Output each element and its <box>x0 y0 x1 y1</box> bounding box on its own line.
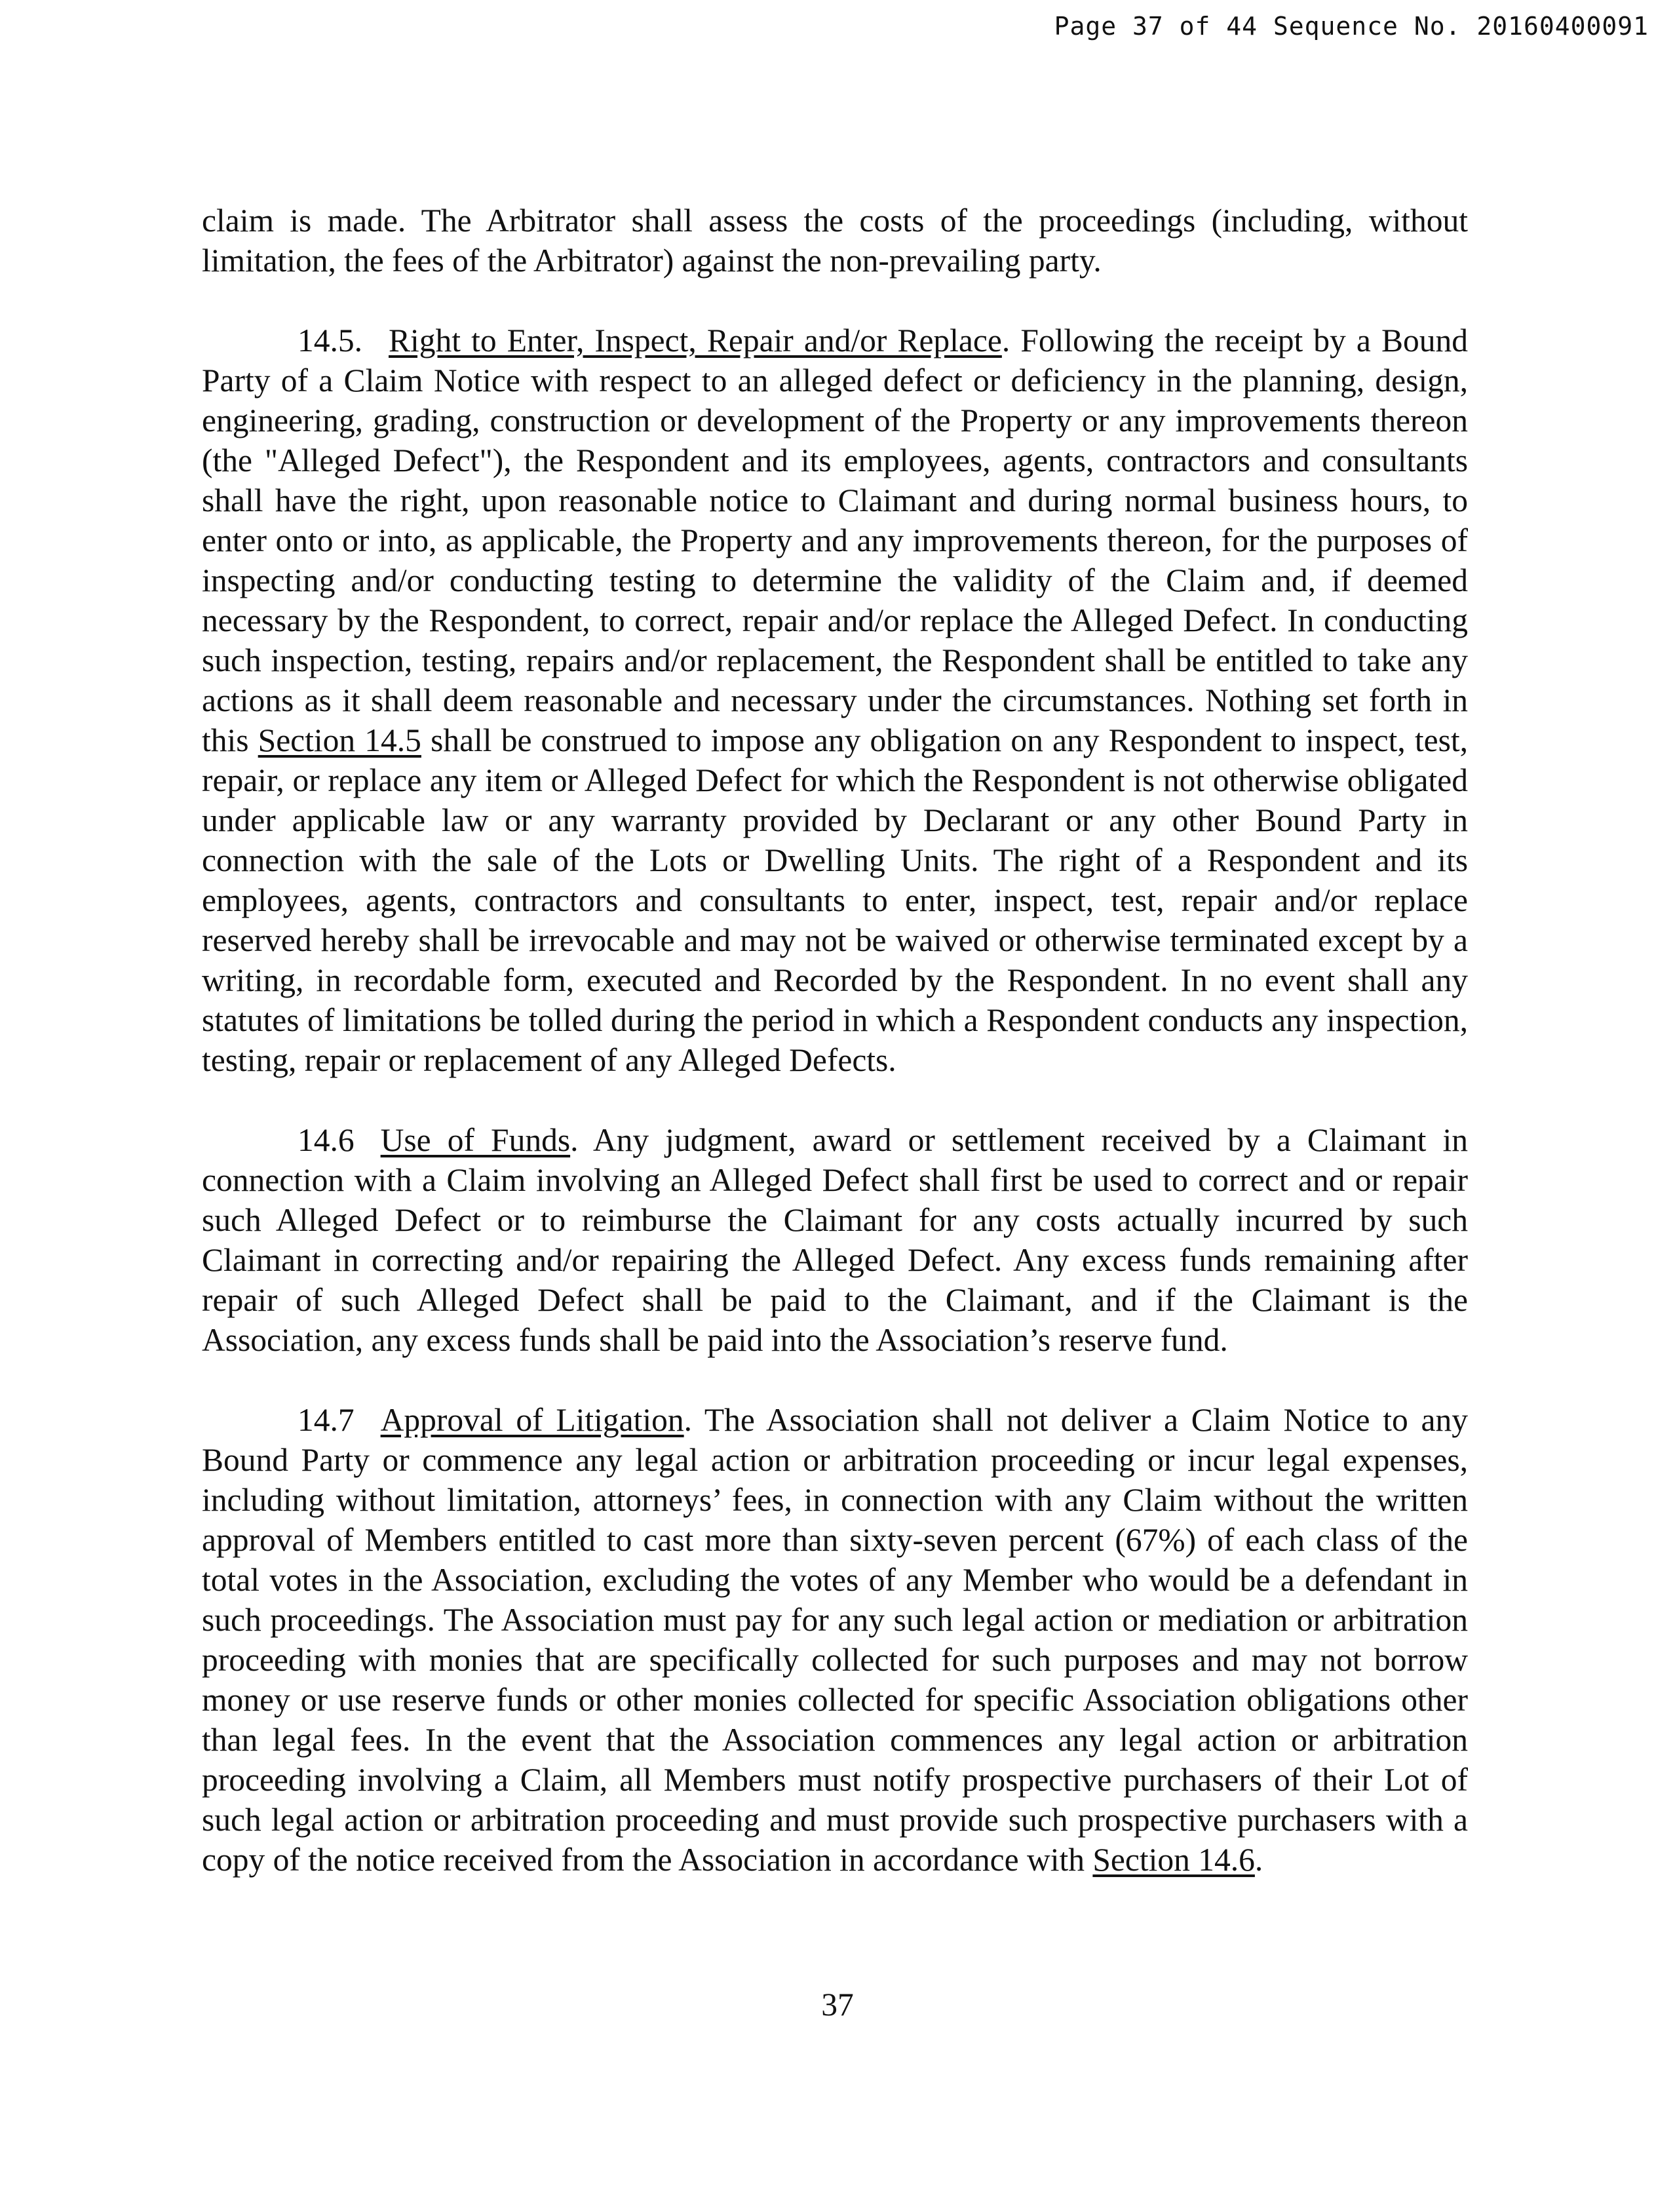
section-14-7 <box>202 1400 1468 1880</box>
section-text: . Following the receipt by a Bound Party of a Claim Notice with respect to an alleged defect or deficiency in the planning, design, engineering, grading, construction or development of the Property or any improvements thereon (the "Alleged Defect"), the Respondent and its employees, agents, contractors and consultants shall have the right, upon reasonable notice to Claimant and during normal business hours, to enter onto or into, as applicable, the Property and any improvements thereon, for the purposes of inspecting and/or conducting testing to determine the validity of the Claim and, if deemed necessary by the Respondent, to correct, repair and/or replace the Alleged Defect. In conducting such inspection, testing, repairs and/or replacement, the Respondent shall be entitled to take any actions as it shall deem reasonable and necessary under the circumstances. Nothing set forth in this <box>202 322 1468 758</box>
section-heading: Use of Funds <box>380 1122 571 1158</box>
section-text: . <box>1254 1842 1263 1878</box>
section-text: . Any judgment, award or settlement received by a Claimant in connection with a Claim involving an Alleged Defect shall first be used to correct and or repair such Alleged Defect or to reimburse the Claimant for any costs actually incurred by such Claimant in correcting and/or repairing the Alleged Defect. Any excess funds remaining after repair of such Alleged Defect shall be paid to the Claimant, and if the Claimant is the Association, any excess funds shall be paid into the Association’s reserve fund. <box>202 1122 1468 1358</box>
section-number: 14.6 <box>298 1122 355 1158</box>
section-reference: Section 14.6 <box>1092 1842 1255 1878</box>
section-heading: Right to Enter, Inspect, Repair and/or Replace <box>389 322 1002 359</box>
document-body <box>202 201 1468 1920</box>
page-header: Page 37 of 44 Sequence No. 20160400091 <box>1054 12 1649 41</box>
paragraph-claim-continuation <box>202 201 1468 281</box>
section-14-6 <box>202 1120 1468 1360</box>
section-14-5 <box>202 320 1468 1080</box>
section-number: 14.7 <box>298 1402 355 1438</box>
page-number: 37 <box>821 1987 854 2023</box>
section-number: 14.5. <box>298 322 362 359</box>
section-text: shall be construed to impose any obligation on any Respondent to inspect, test, repair, or replace any item or Alleged Defect for which the Respondent is not otherwise obligated under applicable law or any warranty provided by Declarant or any other Bound Party in connection with the sale of the Lots or Dwelling Units. The right of a Respondent and its employees, agents, contractors and consultants to enter, inspect, test, repair and/or replace reserved hereby shall be irrevocable and may not be waived or otherwise terminated except by a writing, in recordable form, executed and Recorded by the Respondent. In no event shall any statutes of limitations be tolled during the period in which a Respondent conducts any inspection, testing, repair or replacement of any Alleged Defects. <box>202 722 1468 1078</box>
paragraph-text: claim is made. The Arbitrator shall assess the costs of the proceedings (including, without limitation, the fees of the Arbitrator) against the non-prevailing party. <box>202 203 1468 279</box>
section-reference: Section 14.5 <box>258 722 421 758</box>
section-text: . The Association shall not deliver a Claim Notice to any Bound Party or commence any legal action or arbitration proceeding or incur legal expenses, including without limitation, attorneys’ fees, in connection with any Claim without the written approval of Members entitled to cast more than sixty-seven percent (67%) of each class of the total votes in the Association, excluding the votes of any Member who would be a defendant in such proceedings. The Association must pay for any such legal action or mediation or arbitration proceeding with monies that are specifically collected for such purposes and may not borrow money or use reserve funds or other monies collected for specific Association obligations other than legal fees. In the event that the Association commences any legal action or arbitration proceeding involving a Claim, all Members must notify prospective purchasers of their Lot of such legal action or arbitration proceeding and must provide such prospective purchasers with a copy of the notice received from the Association in accordance with <box>202 1402 1468 1878</box>
section-heading: Approval of Litigation <box>380 1402 684 1438</box>
